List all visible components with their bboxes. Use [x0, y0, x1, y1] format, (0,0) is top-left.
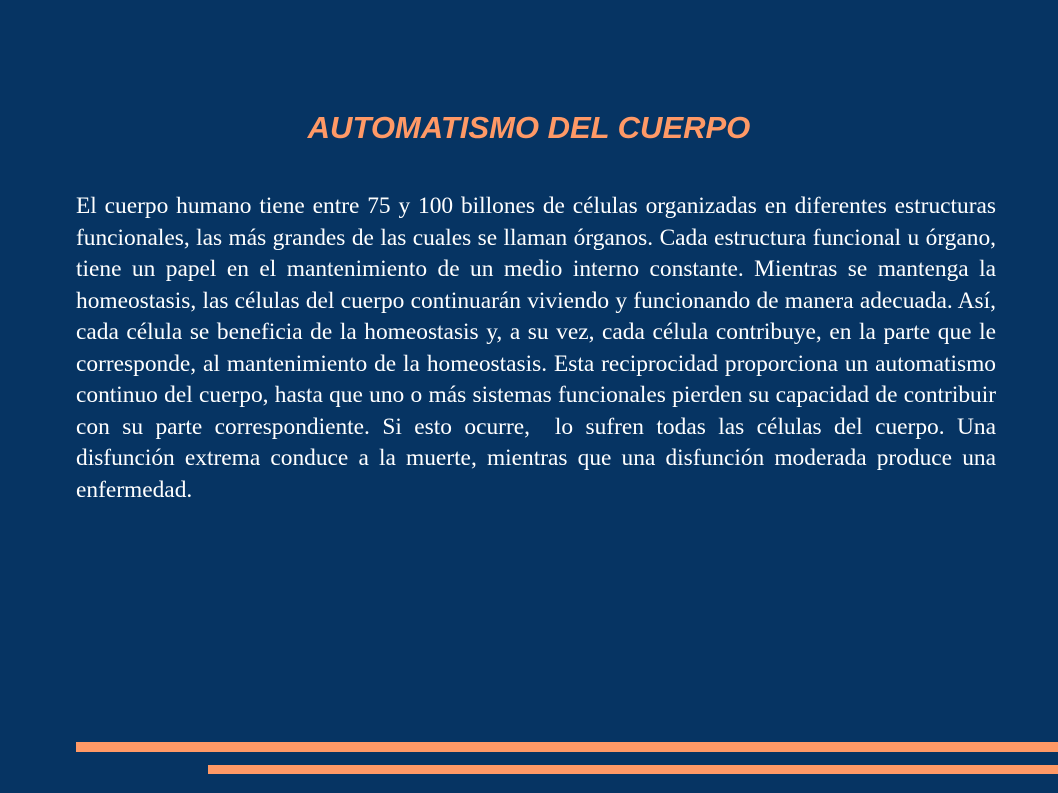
slide-body-text: El cuerpo humano tiene entre 75 y 100 billones de células organizadas en diferentes estructuras funcionales, las más grandes de las cuales se llaman órganos. Cada estructura funcional u órgano, tiene un papel en el mantenimiento de un medio interno constante. Mientras se mantenga la homeostasis, las células del cuerpo continuarán viviendo y funcionando de manera adecuada. Así, cada célula se beneficia de la homeostasis y, a su vez, cada célula contribuye, en la parte que le corresponde, al mantenimiento de la homeostasis. Esta reciprocidad proporciona un automatismo continuo del cuerpo, hasta que uno o más sistemas funcionales pierden su capacidad de contribuir con su parte correspondiente. Si esto ocurre, lo sufren todas las células del cuerpo. Una disfunción extrema conduce a la muerte, mientras que una disfunción moderada produce una enfermedad. [76, 193, 1002, 503]
slide-title: AUTOMATISMO DEL CUERPO [307, 110, 751, 145]
decorative-accent-bar-top [76, 742, 1058, 752]
decorative-accent-bar-bottom [208, 765, 1058, 774]
